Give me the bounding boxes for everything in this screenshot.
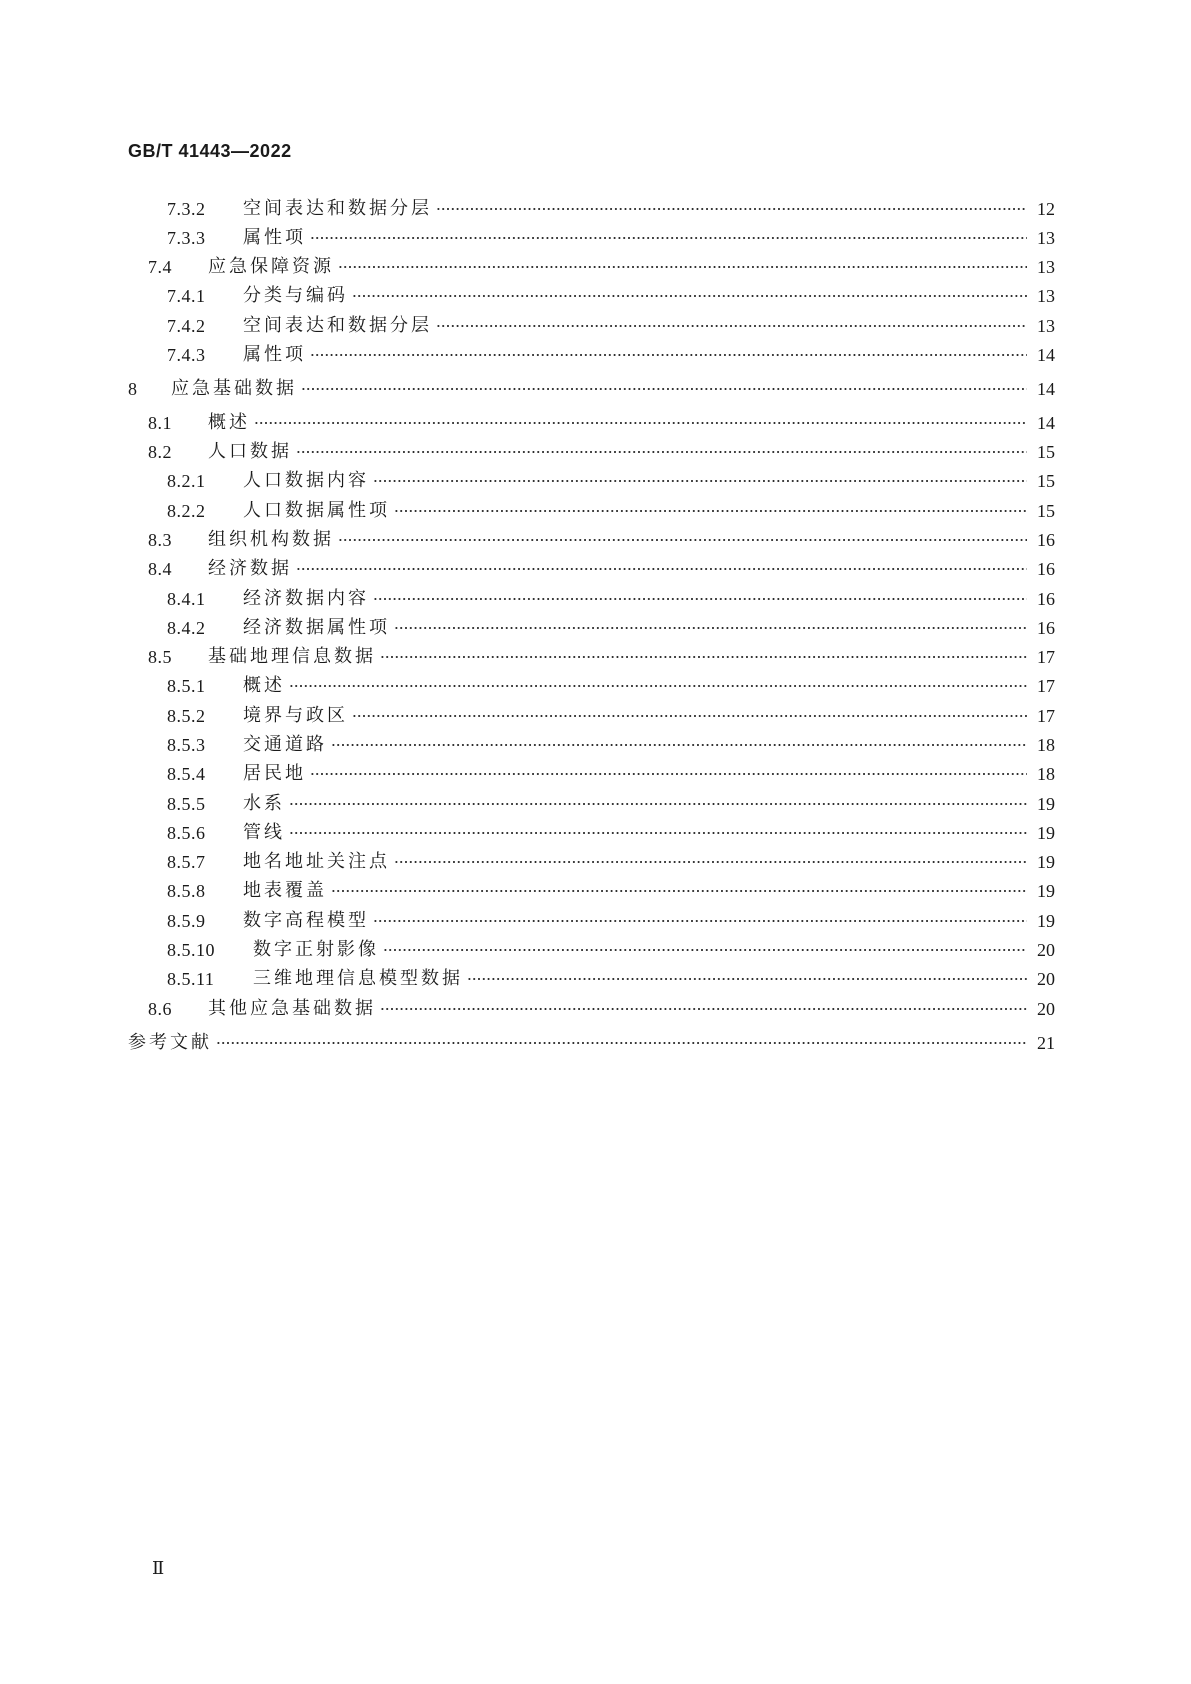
toc-entry-page: 20 xyxy=(1037,969,1055,989)
toc-entry-page: 18 xyxy=(1037,764,1055,784)
toc-entry[interactable] xyxy=(128,760,1055,788)
toc-entry-number: 8.5.5 xyxy=(167,794,206,814)
document-header: GB/T 41443—2022 xyxy=(128,141,292,161)
toc-entry-title: 概述 xyxy=(243,675,285,696)
toc-entry[interactable] xyxy=(128,1029,1055,1057)
toc-entry-number: 8.5.10 xyxy=(167,940,215,960)
toc-entry-number: 7.3.2 xyxy=(167,199,206,219)
toc-leader-dots xyxy=(380,654,1027,660)
toc-entry-title: 应急保障资源 xyxy=(208,256,334,277)
toc-entry-title: 三维地理信息模型数据 xyxy=(253,968,463,989)
toc-entry-number: 8.5.3 xyxy=(167,735,206,755)
toc-entry-title: 人口数据内容 xyxy=(243,470,369,491)
toc-entry-number: 8.2.2 xyxy=(167,501,206,521)
toc-entry-number: 8.1 xyxy=(148,413,172,433)
toc-entry[interactable] xyxy=(128,965,1055,993)
toc-entry-number: 8.5.2 xyxy=(167,706,206,726)
toc-entry-page: 13 xyxy=(1037,228,1055,248)
toc-entry-number: 7.4.3 xyxy=(167,345,206,365)
toc-entry[interactable] xyxy=(128,224,1055,252)
toc-entry-page: 13 xyxy=(1037,257,1055,277)
toc-entry-title: 人口数据属性项 xyxy=(243,500,390,521)
toc-entry-page: 12 xyxy=(1037,199,1055,219)
toc-leader-dots xyxy=(289,801,1027,807)
toc-entry-number: 8.5.8 xyxy=(167,881,206,901)
toc-entry[interactable] xyxy=(128,907,1055,935)
toc-entry-page: 15 xyxy=(1037,501,1055,521)
toc-leader-dots xyxy=(289,830,1027,836)
toc-entry-title: 分类与编码 xyxy=(243,285,348,306)
toc-entry-page: 19 xyxy=(1037,794,1055,814)
toc-leader-dots xyxy=(216,1040,1027,1046)
toc-entry-number: 8.4 xyxy=(148,559,172,579)
toc-entry-page: 16 xyxy=(1037,589,1055,609)
toc-entry-number: 8.5.11 xyxy=(167,969,215,989)
toc-entry[interactable] xyxy=(128,643,1055,671)
toc-entry-page: 15 xyxy=(1037,442,1055,462)
toc-leader-dots xyxy=(380,1006,1027,1012)
toc-entry-page: 16 xyxy=(1037,559,1055,579)
toc-entry-page: 21 xyxy=(1037,1033,1055,1053)
toc-entry-title: 水系 xyxy=(243,793,285,814)
toc-entry-title: 地表覆盖 xyxy=(243,880,327,901)
toc-entry-number: 8.5.7 xyxy=(167,852,206,872)
toc-entry-page: 13 xyxy=(1037,316,1055,336)
toc-entry-title: 组织机构数据 xyxy=(208,529,334,550)
toc-entry-title: 属性项 xyxy=(243,344,306,365)
toc-entry-title: 其他应急基础数据 xyxy=(208,998,376,1019)
toc-entry[interactable] xyxy=(128,253,1055,281)
toc-entry[interactable] xyxy=(128,526,1055,554)
toc-entry-number: 8 xyxy=(128,379,138,399)
toc-entry-page: 15 xyxy=(1037,471,1055,491)
toc-leader-dots xyxy=(394,625,1027,631)
toc-entry-title: 居民地 xyxy=(243,763,306,784)
toc-entry-page: 19 xyxy=(1037,823,1055,843)
toc-entry-number: 8.5.9 xyxy=(167,911,206,931)
toc-entry[interactable] xyxy=(128,672,1055,700)
toc-leader-dots xyxy=(394,508,1027,514)
toc-entry-number: 8.2.1 xyxy=(167,471,206,491)
toc-entry-page: 16 xyxy=(1037,530,1055,550)
toc-entry[interactable] xyxy=(128,790,1055,818)
toc-entry[interactable] xyxy=(128,936,1055,964)
toc-entry[interactable] xyxy=(128,409,1055,437)
toc-leader-dots xyxy=(254,420,1027,426)
toc-entry-title: 境界与政区 xyxy=(243,705,348,726)
toc-entry[interactable] xyxy=(128,497,1055,525)
toc-entry-title: 参考文献 xyxy=(128,1032,212,1053)
toc-entry-number: 8.5.1 xyxy=(167,676,206,696)
toc-entry[interactable] xyxy=(128,438,1055,466)
toc-leader-dots xyxy=(338,264,1027,270)
toc-entry-title: 经济数据内容 xyxy=(243,588,369,609)
toc-entry[interactable] xyxy=(128,848,1055,876)
toc-entry-title: 属性项 xyxy=(243,227,306,248)
toc-entry[interactable] xyxy=(128,341,1055,369)
toc-entry[interactable] xyxy=(128,195,1055,223)
toc-leader-dots xyxy=(296,566,1027,572)
toc-entry-title: 交通道路 xyxy=(243,734,327,755)
toc-entry-page: 19 xyxy=(1037,911,1055,931)
toc-entry[interactable] xyxy=(128,702,1055,730)
toc-entry-page: 20 xyxy=(1037,999,1055,1019)
toc-entry-page: 17 xyxy=(1037,647,1055,667)
toc-entry-page: 19 xyxy=(1037,852,1055,872)
toc-entry-number: 7.4 xyxy=(148,257,172,277)
toc-entry[interactable] xyxy=(128,819,1055,847)
toc-entry-page: 19 xyxy=(1037,881,1055,901)
toc-entry-page: 14 xyxy=(1037,345,1055,365)
toc-leader-dots xyxy=(352,713,1027,719)
toc-entry-title: 人口数据 xyxy=(208,441,292,462)
toc-entry-page: 14 xyxy=(1037,379,1055,399)
toc-leader-dots xyxy=(289,683,1027,689)
toc-leader-dots xyxy=(373,478,1027,484)
toc-leader-dots xyxy=(373,918,1027,924)
toc-entry[interactable] xyxy=(128,585,1055,613)
toc-entry-title: 地名地址关注点 xyxy=(243,851,390,872)
toc-entry-page: 13 xyxy=(1037,286,1055,306)
toc-entry-title: 空间表达和数据分层 xyxy=(243,315,432,336)
toc-entry-number: 8.4.1 xyxy=(167,589,206,609)
toc-entry-title: 经济数据 xyxy=(208,558,292,579)
toc-entry-number: 7.3.3 xyxy=(167,228,206,248)
toc-leader-dots xyxy=(310,352,1027,358)
toc-entry-page: 14 xyxy=(1037,413,1055,433)
toc-leader-dots xyxy=(310,235,1027,241)
toc-entry[interactable] xyxy=(128,467,1055,495)
toc-leader-dots xyxy=(352,293,1027,299)
toc-entry-title: 经济数据属性项 xyxy=(243,617,390,638)
toc-leader-dots xyxy=(383,947,1027,953)
toc-entry-title: 数字高程模型 xyxy=(243,910,369,931)
toc-entry-page: 16 xyxy=(1037,618,1055,638)
toc-entry-number: 8.5.6 xyxy=(167,823,206,843)
toc-entry-number: 8.5.4 xyxy=(167,764,206,784)
toc-entry[interactable] xyxy=(128,877,1055,905)
toc-entry-page: 20 xyxy=(1037,940,1055,960)
toc-entry-page: 17 xyxy=(1037,676,1055,696)
toc-leader-dots xyxy=(394,859,1027,865)
toc-entry[interactable] xyxy=(128,555,1055,583)
toc-leader-dots xyxy=(301,386,1027,392)
toc-entry-title: 概述 xyxy=(208,412,250,433)
toc-entry[interactable] xyxy=(128,614,1055,642)
toc-entry-title: 应急基础数据 xyxy=(171,378,297,399)
toc-entry[interactable] xyxy=(128,282,1055,310)
toc-entry[interactable] xyxy=(128,995,1055,1023)
toc-entry[interactable] xyxy=(128,375,1055,403)
toc-entry-page: 17 xyxy=(1037,706,1055,726)
toc-entry-number: 7.4.2 xyxy=(167,316,206,336)
toc-entry-title: 数字正射影像 xyxy=(253,939,379,960)
toc-entry-number: 7.4.1 xyxy=(167,286,206,306)
toc-entry-number: 8.5 xyxy=(148,647,172,667)
toc-entry-title: 管线 xyxy=(243,822,285,843)
toc-entry-title: 基础地理信息数据 xyxy=(208,646,376,667)
toc-entry[interactable] xyxy=(128,312,1055,340)
toc-entry-number: 8.6 xyxy=(148,999,172,1019)
toc-entry-number: 8.4.2 xyxy=(167,618,206,638)
toc-leader-dots xyxy=(338,537,1027,543)
page-number: Ⅱ xyxy=(152,1558,165,1578)
toc-entry-number: 8.2 xyxy=(148,442,172,462)
toc-leader-dots xyxy=(436,206,1027,212)
toc-leader-dots xyxy=(331,742,1027,748)
toc-entry-title: 空间表达和数据分层 xyxy=(243,198,432,219)
toc-entry-number: 8.3 xyxy=(148,530,172,550)
toc-leader-dots xyxy=(331,888,1027,894)
toc-leader-dots xyxy=(467,976,1027,982)
toc-leader-dots xyxy=(310,771,1027,777)
toc-leader-dots xyxy=(436,323,1027,329)
toc-entry[interactable] xyxy=(128,731,1055,759)
toc-entry-page: 18 xyxy=(1037,735,1055,755)
toc-leader-dots xyxy=(296,449,1027,455)
toc-leader-dots xyxy=(373,596,1027,602)
